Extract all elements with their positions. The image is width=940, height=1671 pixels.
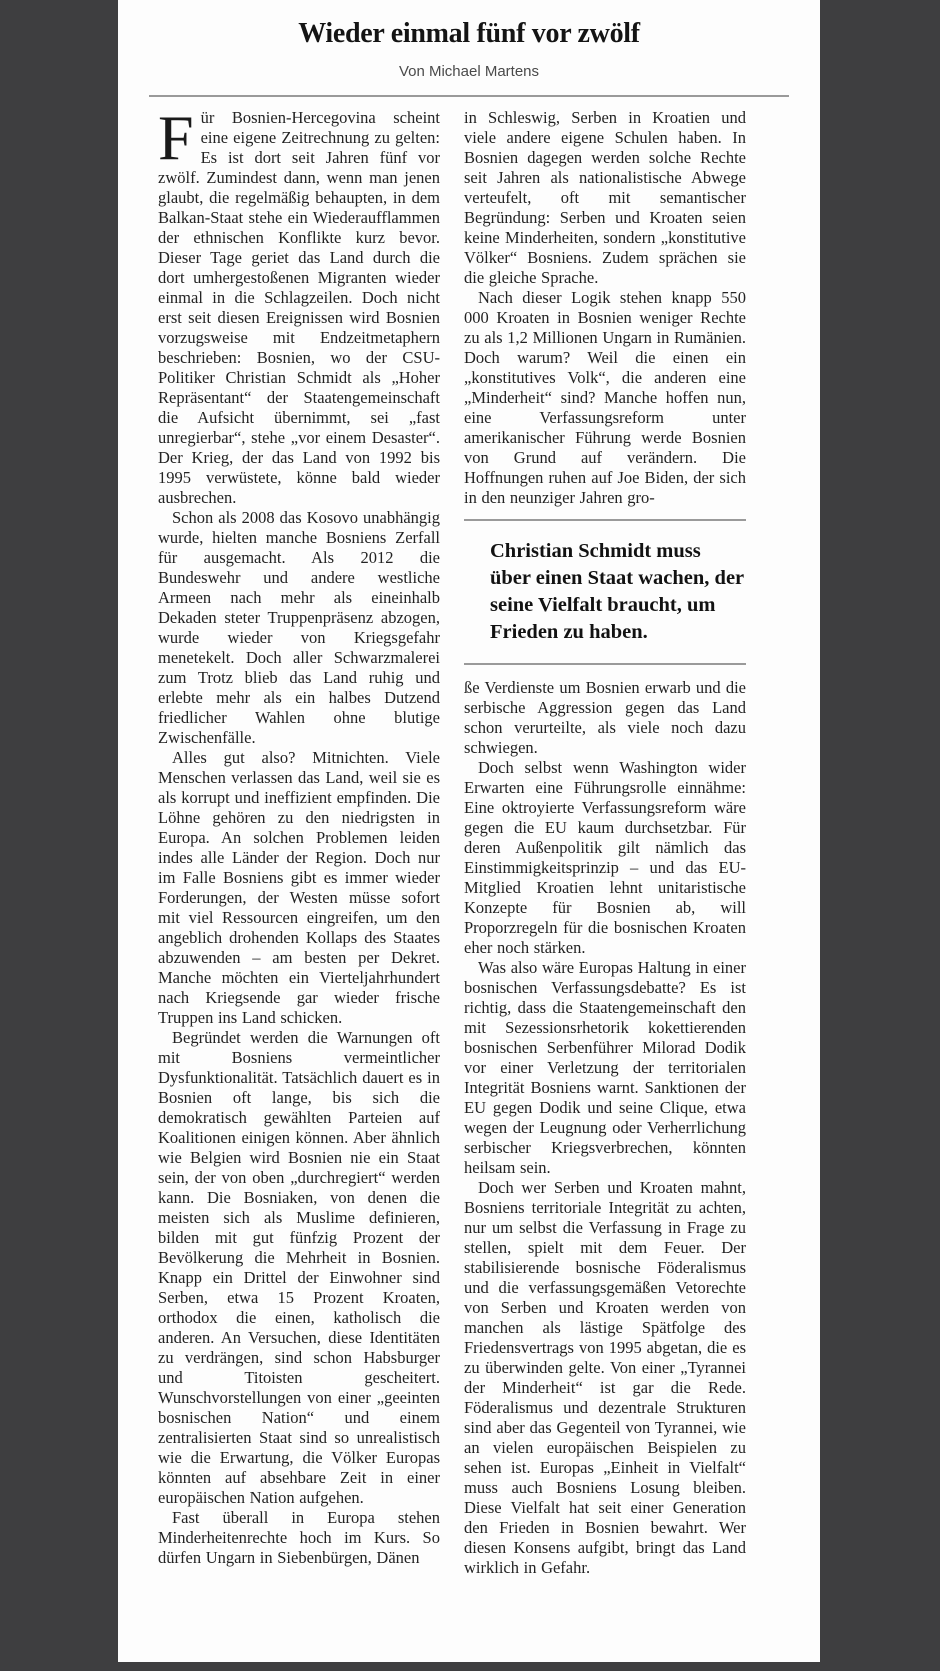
drop-cap: F: [158, 102, 194, 173]
pull-quote-text: Christian Schmidt muss über einen Staat wachen, der seine Vielfalt braucht, um Frieden zu haben.: [490, 540, 744, 643]
paragraph: Begründet werden die Warnungen oft mit Bosniens vermeintlicher Dysfunktionalität. Tatsächlich dauert es in Bosnien oft lange, bis sich die demokratisch gewählten Parteien auf Koalitionen einigen können. Aber ähnlich wie Belgien wird Bosnien nie ein Staat sein, der von oben „durchregiert“ werden kann. Die Bosniaken, von denen die meisten sich als Muslime definieren, bilden mit gut fünfzig Prozent der Bevölkerung die Mehrheit in Bosnien. Knapp ein Drittel der Einwohner sind Serben, etwa 15 Prozent Kroaten, orthodox die einen, katholisch die anderen. An Versuchen, diese Identitäten zu verdrängen, sind schon Habsburger und Titoisten gescheitert. Wunschvorstellungen von einer „geeinten bosnischen Nation“ und einem zentralisierten Staat sind so unrealistisch wie die Erwartung, die Völker Europas könnten auf absehbare Zeit in einer europäischen Nation aufgehen.: [158, 1028, 440, 1507]
paragraph: Schon als 2008 das Kosovo unabhängig wurde, hielten manche Bosniens Zerfall für ausgemacht. Als 2012 die Bundeswehr und andere westliche Armeen nach mehr als eineinhalb Dekaden steter Truppenpräsenz abzogen, wurde wieder von Kriegsgefahr menetekelt. Doch aller Schwarzmalerei zum Trotz blieb das Land ruhig und erlebte mehr als ein halbes Dutzend friedlicher Wahlen ohne blutige Zwischenfälle.: [158, 508, 440, 747]
newspaper-page: [118, 0, 820, 1662]
paragraph: ße Verdienste um Bosnien erwarb und die serbische Aggression gegen das Land schon verurteilte, als viele noch dazu schwiegen.: [464, 678, 746, 757]
left-column: [158, 102, 440, 1578]
article-columns: [118, 97, 820, 1578]
article-title: Wieder einmal fünf vor zwölf: [298, 18, 640, 49]
paragraph: Doch wer Serben und Kroaten mahnt, Bosniens territoriale Integrität zu achten, nur um selbst die Verfassung in Frage zu stellen, spielt mit dem Feuer. Der stabilisierende bosnische Föderalismus und die verfassungsgemäßen Vetorechte von Serben und Kroaten werden von manchen als lästige Spätfolge des Friedensvertrags von 1995 abgetan, die es zu überwinden gelte. Von einer „Tyrannei der Minderheit“ ist gar die Rede. Föderalismus und dezentrale Strukturen sind aber das Gegenteil von Tyrannei, wie an vielen europäischen Beispielen zu sehen ist. Europas „Einheit in Vielfalt“ muss auch Bosniens Losung bleiben. Diese Vielfalt hat seit einer Generation den Frieden in Bosnien bewahrt. Wer diesen Konsens aufgibt, bringt das Land wirklich in Gefahr.: [464, 1178, 746, 1577]
paragraph: Doch selbst wenn Washington wider Erwarten eine Führungsrolle einnähme: Eine oktroyierte Verfassungsreform wäre gegen die EU kaum durchsetzbar. Für deren Außenpolitik gilt nämlich das Einstimmigkeitsprinzip – und das EU-Mitglied Kroatien lehnt unitaristische Konzepte für Bosnien ab, will Proporzregeln für die bosnischen Kroaten eher noch stärken.: [464, 758, 746, 957]
paragraph: [158, 102, 440, 508]
paragraph: Was also wäre Europas Haltung in einer bosnischen Verfassungsdebatte? Es ist richtig, dass die Staatengemeinschaft den mit Sezessionsrhetorik kokettierenden bosnischen Serbenführer Milorad Dodik vor einer Verletzung der territorialen Integrität Bosniens warnt. Sanktionen der EU gegen Dodik und seine Clique, etwa wegen der Leugnung oder Verherrlichung serbischer Kriegsverbrechen, könnten heilsam sein.: [464, 958, 746, 1177]
right-column: [464, 108, 746, 1578]
article-byline: Von Michael Martens: [398, 63, 540, 80]
pull-quote-bottom-divider: [464, 663, 746, 665]
paragraph: Fast überall in Europa stehen Minderheitenrechte hoch im Kurs. So dürfen Ungarn in Siebenbürgen, Dänen: [158, 1508, 440, 1567]
pull-quote-block: [464, 519, 746, 665]
paragraph: in Schleswig, Serben in Kroatien und viele andere eigene Schulen haben. In Bosnien dagegen werden solche Rechte seit Jahren als nationalistische Abwege verteufelt, oft mit semantischer Begründung: Serben und Kroaten seien keine Minderheiten, sondern „konstitutive Völker“ Bosniens. Zudem sprächen sie die gleiche Sprache.: [464, 108, 746, 287]
paragraph: Alles gut also? Mitnichten. Viele Menschen verlassen das Land, weil sie es als korrupt und ineffizient empfinden. Die Löhne gehören zu den niedrigsten in Europa. An solchen Problemen leiden indes alle Länder der Region. Doch nur im Falle Bosniens gibt es immer wieder Forderungen, der Westen müsse sofort mit viel Ressourcen eingreifen, um den angeblich drohenden Kollaps des Staates abzuwenden – am besten per Dekret. Manche möchten ein Vierteljahrhundert nach Kriegsende gar wieder frische Truppen ins Land schicken.: [158, 748, 440, 1027]
paragraph-text: ür Bosnien-Hercegovina scheint eine eigene Zeitrechnung zu gelten: Es ist dort seit Jahren fünf vor zwölf. Zumindest dann, wenn man jenen glaubt, die regelmäßig behaupten, in dem Balkan-Staat stehe ein Wiederaufflammen der ethnischen Konflikte kurz bevor. Dieser Tage geriet das Land durch die dort umhergestoßenen Migranten wieder einmal in die Schlagzeilen. Doch nicht erst seit diesen Ereignissen wird Bosnien vorzugsweise mit Endzeitmetaphern beschrieben: Bosnien, wo der CSU-Politiker Christian Schmidt als „Hoher Repräsentant“ der Staatengemeinschaft die Aufsicht übernimmt, sei „fast unregierbar“, stehe „vor einem Desaster“. Der Krieg, der das Land von 1992 bis 1995 verwüstete, könne bald wieder ausbrechen.: [158, 108, 440, 507]
paragraph: Nach dieser Logik stehen knapp 550 000 Kroaten in Bosnien weniger Rechte zu als 1,2 Millionen Ungarn in Rumänien. Doch warum? Weil die einen ein „konstitutives Volk“, die anderen eine „Minderheit“ sind? Manche hoffen nun, eine Verfassungsreform unter amerikanischer Führung werde Bosnien von Grund auf verändern. Die Hoffnungen ruhen auf Joe Biden, der sich in den neunziger Jahren gro-: [464, 288, 746, 507]
article-header: [118, 0, 820, 97]
bottom-frame-strip: [0, 1662, 940, 1671]
